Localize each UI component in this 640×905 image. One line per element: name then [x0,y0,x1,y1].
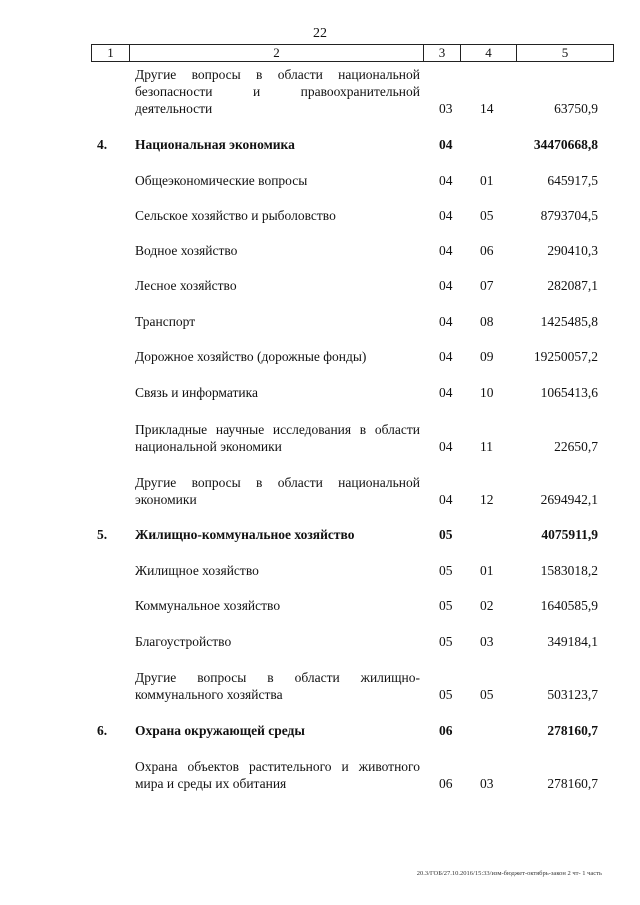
row-name: Жилищное хозяйство [135,563,259,578]
amount-value: 282087,1 [547,278,598,293]
section-code: 06 [439,723,453,738]
section-code: 04 [439,492,453,507]
subsection-code: 11 [480,439,493,454]
amount-value: 8793704,5 [540,208,598,223]
section-code: 04 [439,208,453,223]
column-header-3: 3 [424,45,461,62]
column-header-2: 2 [130,45,424,62]
section-code: 04 [439,137,453,152]
subsection-code: 05 [480,208,494,223]
amount-value: 4075911,9 [541,527,598,542]
row-name: Национальная экономика [135,137,295,152]
subsection-code: 07 [480,278,494,293]
section-code: 05 [439,598,453,613]
row-name: Охрана объектов растительного и животного мира и среды их обитания [135,759,420,791]
column-header-4: 4 [461,45,517,62]
column-header-1: 1 [92,45,130,62]
amount-value: 278160,7 [547,776,598,791]
row-name: Благоустройство [135,634,232,649]
row-name: Прикладные научные исследования в области национальной экономики [135,422,420,454]
section-code: 04 [439,243,453,258]
subsection-code: 06 [480,243,494,258]
row-name: Сельское хозяйство и рыболовство [135,208,336,223]
section-code: 05 [439,563,453,578]
subsection-code: 05 [480,687,494,702]
section-code: 05 [439,687,453,702]
section-code: 04 [439,314,453,329]
amount-value: 19250057,2 [533,349,598,364]
section-code: 05 [439,527,453,542]
section-code: 03 [439,101,453,116]
section-code: 05 [439,634,453,649]
amount-value: 503123,7 [547,687,598,702]
subsection-code: 09 [480,349,494,364]
amount-value: 349184,1 [547,634,598,649]
subsection-code: 03 [480,776,494,791]
subsection-code: 01 [480,563,494,578]
subsection-code: 14 [480,101,494,116]
column-header-5: 5 [517,45,614,62]
row-name: Связь и информатика [135,385,258,400]
subsection-code: 03 [480,634,494,649]
section-code: 04 [439,385,453,400]
amount-value: 1425485,8 [540,314,598,329]
section-code: 04 [439,278,453,293]
row-name: Лесное хозяйство [135,278,237,293]
amount-value: 1065413,6 [540,385,598,400]
row-name: Жилищно-коммунальное хозяйство [135,527,355,542]
subsection-code: 10 [480,385,494,400]
row-name: Охрана окружающей среды [135,723,305,738]
row-name: Транспорт [135,314,196,329]
amount-value: 1640585,9 [540,598,598,613]
footer-file-path: 20.3/ГОБ/27.10.2016/15:33/изм-бюджет-октябрь-закон 2 чт- 1 часть [416,870,602,877]
row-number: 6. [97,723,108,738]
row-number: 5. [97,527,108,542]
amount-value: 22650,7 [554,439,598,454]
column-header-row [92,45,614,62]
row-name: Другие вопросы в области национальной экономики [135,475,420,507]
amount-value: 63750,9 [554,101,598,116]
subsection-code: 01 [480,173,494,188]
amount-value: 1583018,2 [540,563,598,578]
subsection-code: 08 [480,314,494,329]
amount-value: 278160,7 [547,723,598,738]
section-code: 04 [439,439,453,454]
row-name: Водное хозяйство [135,243,238,258]
row-name: Другие вопросы в области жилищно-коммунального хозяйства [135,670,420,702]
amount-value: 34470668,8 [533,137,598,152]
row-name: Общеэкономические вопросы [135,173,308,188]
subsection-code: 02 [480,598,494,613]
section-code: 06 [439,776,453,791]
amount-value: 645917,5 [547,173,598,188]
row-name: Дорожное хозяйство (дорожные фонды) [135,349,367,364]
row-name: Коммунальное хозяйство [135,598,281,613]
section-code: 04 [439,173,453,188]
amount-value: 2694942,1 [540,492,598,507]
row-name: Другие вопросы в области национальной безопасности и правоохранительной деятельности [135,67,420,116]
section-code: 04 [439,349,453,364]
row-number: 4. [97,137,108,152]
subsection-code: 12 [480,492,494,507]
amount-value: 290410,3 [547,243,598,258]
page-number: 22 [313,26,327,41]
column-header-table [91,44,614,62]
